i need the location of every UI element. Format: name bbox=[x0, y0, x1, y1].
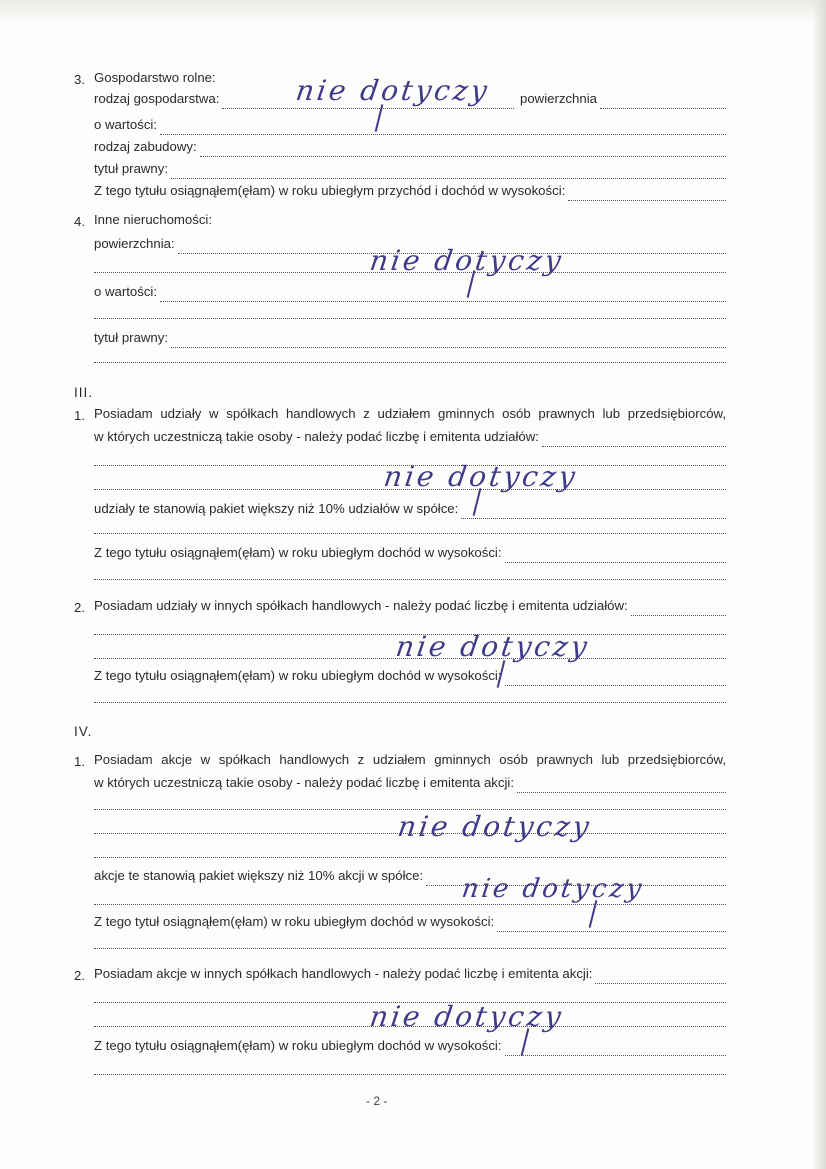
farm-buildings-row bbox=[94, 137, 726, 157]
stocks-line1-row bbox=[94, 750, 726, 770]
farm-buildings-label: rodzaj zabudowy: bbox=[94, 139, 197, 154]
stocks-field-2[interactable] bbox=[94, 795, 726, 810]
stocks-field-4[interactable] bbox=[94, 843, 726, 858]
shares-field[interactable] bbox=[542, 432, 726, 447]
stocks-line2: w których uczestniczą takie osoby - należy podać liczbę i emitenta akcji: bbox=[94, 775, 514, 790]
page-number: - 2 - bbox=[366, 1094, 388, 1108]
item-number: 4. bbox=[74, 214, 85, 229]
item-number: 2. bbox=[74, 600, 85, 615]
section-heading: III. bbox=[74, 385, 94, 400]
handwritten-note: nie dotyczy bbox=[395, 810, 594, 843]
other-legal-title-label: tytuł prawny: bbox=[94, 330, 169, 345]
handwritten-note: nie dotyczy bbox=[381, 460, 580, 493]
farm-legal-title-label: tytuł prawny: bbox=[94, 161, 169, 176]
other-property-title: Inne nieruchomości: bbox=[94, 212, 213, 227]
farm-value-row bbox=[94, 115, 726, 135]
other-shares-income-field[interactable] bbox=[505, 671, 726, 686]
item-number: 1. bbox=[74, 754, 85, 769]
stocks-income-field-2[interactable] bbox=[94, 934, 726, 949]
stocks-packet-label: akcje te stanowią pakiet większy niż 10% akcji w spółce: bbox=[94, 868, 424, 883]
farm-value-field[interactable] bbox=[160, 120, 726, 135]
shares-line1: Posiadam udziały w spółkach handlowych z udziałem gminnych osób prawnych lub przedsiębiorców, bbox=[94, 406, 726, 421]
scan-shadow-right bbox=[812, 0, 826, 1169]
stocks-field[interactable] bbox=[517, 778, 726, 793]
other-area-label: powierzchnia: bbox=[94, 236, 175, 251]
handwritten-note: nie dotyczy bbox=[367, 244, 566, 277]
item-title bbox=[94, 210, 212, 230]
farm-area-field[interactable] bbox=[600, 94, 726, 109]
shares-packet-label: udziały te stanowią pakiet większy niż 10% udziałów w spółce: bbox=[94, 501, 459, 516]
shares-packet-row bbox=[94, 499, 726, 519]
stocks-income-label: Z tego tytuł osiągnąłem(ęłam) w roku ubiegłym dochód w wysokości: bbox=[94, 914, 495, 929]
farm-area-label: powierzchnia bbox=[520, 91, 597, 106]
handwritten-note: nie dotyczy bbox=[393, 630, 592, 663]
other-value-field[interactable] bbox=[160, 287, 726, 302]
other-stocks-row bbox=[94, 964, 726, 984]
shares-line1-row bbox=[94, 404, 726, 424]
stocks-income-field[interactable] bbox=[497, 917, 726, 932]
handwritten-note: nie dotyczy bbox=[459, 874, 647, 904]
farm-area-row bbox=[520, 89, 726, 109]
stocks-line1: Posiadam akcje w spółkach handlowych z udziałem gminnych osób prawnych lub przedsiębiorców, bbox=[94, 752, 726, 767]
section-heading: IV. bbox=[74, 724, 93, 739]
handwritten-note: nie dotyczy bbox=[367, 1000, 566, 1033]
farm-title-row bbox=[94, 159, 726, 179]
other-stocks-income-field[interactable] bbox=[505, 1041, 726, 1056]
shares-packet-field[interactable] bbox=[461, 504, 726, 519]
farm-buildings-field[interactable] bbox=[200, 142, 726, 157]
shares-packet-field-2[interactable] bbox=[94, 519, 726, 534]
other-shares-income-label: Z tego tytułu osiągnąłem(ęłam) w roku ubiegłym dochód w wysokości: bbox=[94, 668, 502, 683]
stocks-line2-row bbox=[94, 773, 726, 793]
other-stocks-field[interactable] bbox=[595, 969, 726, 984]
item-title bbox=[94, 68, 216, 88]
handwritten-note: nie dotyczy bbox=[293, 74, 492, 107]
other-stocks-label: Posiadam akcje w innych spółkach handlowych - należy podać liczbę i emitenta akcji: bbox=[94, 966, 593, 981]
other-shares-field[interactable] bbox=[631, 601, 726, 616]
other-value-row bbox=[94, 282, 726, 302]
shares-line2-row bbox=[94, 427, 726, 447]
other-shares-income-field-2[interactable] bbox=[94, 688, 726, 703]
shares-income-label: Z tego tytułu osiągnąłem(ęłam) w roku ubiegłym dochód w wysokości: bbox=[94, 545, 502, 560]
farm-value-label: o wartości: bbox=[94, 117, 158, 132]
other-stocks-income-row bbox=[94, 1036, 726, 1056]
other-value-field-2[interactable] bbox=[94, 304, 726, 319]
item-number: 2. bbox=[74, 968, 85, 983]
other-value-label: o wartości: bbox=[94, 284, 158, 299]
other-stocks-income-field-2[interactable] bbox=[94, 1060, 726, 1075]
farm-income-field[interactable] bbox=[568, 186, 726, 201]
other-shares-label: Posiadam udziały w innych spółkach handlowych - należy podać liczbę i emitenta udziałów: bbox=[94, 598, 628, 613]
shares-income-field[interactable] bbox=[505, 548, 726, 563]
item-number: 1. bbox=[74, 408, 85, 423]
other-shares-income-row bbox=[94, 666, 726, 686]
farm-type-label: rodzaj gospodarstwa: bbox=[94, 91, 220, 106]
other-title-row bbox=[94, 328, 726, 348]
shares-income-row bbox=[94, 543, 726, 563]
farm-title: Gospodarstwo rolne: bbox=[94, 70, 216, 85]
other-stocks-income-label: Z tego tytułu osiągnąłem(ęłam) w roku ubiegłym dochód w wysokości: bbox=[94, 1038, 502, 1053]
farm-income-row bbox=[94, 181, 726, 201]
other-shares-row bbox=[94, 596, 726, 616]
scan-shadow-top bbox=[0, 0, 826, 22]
other-legal-title-field[interactable] bbox=[171, 333, 726, 348]
item-number: 3. bbox=[74, 72, 85, 87]
shares-line2: w których uczestniczą takie osoby - należy podać liczbę i emitenta udziałów: bbox=[94, 429, 539, 444]
stocks-income-row bbox=[94, 912, 726, 932]
shares-income-field-2[interactable] bbox=[94, 565, 726, 580]
farm-legal-title-field[interactable] bbox=[171, 164, 726, 179]
other-legal-title-field-2[interactable] bbox=[94, 348, 726, 363]
farm-income-label: Z tego tytułu osiągnąłem(ęłam) w roku ubiegłym przychód i dochód w wysokości: bbox=[94, 183, 566, 198]
